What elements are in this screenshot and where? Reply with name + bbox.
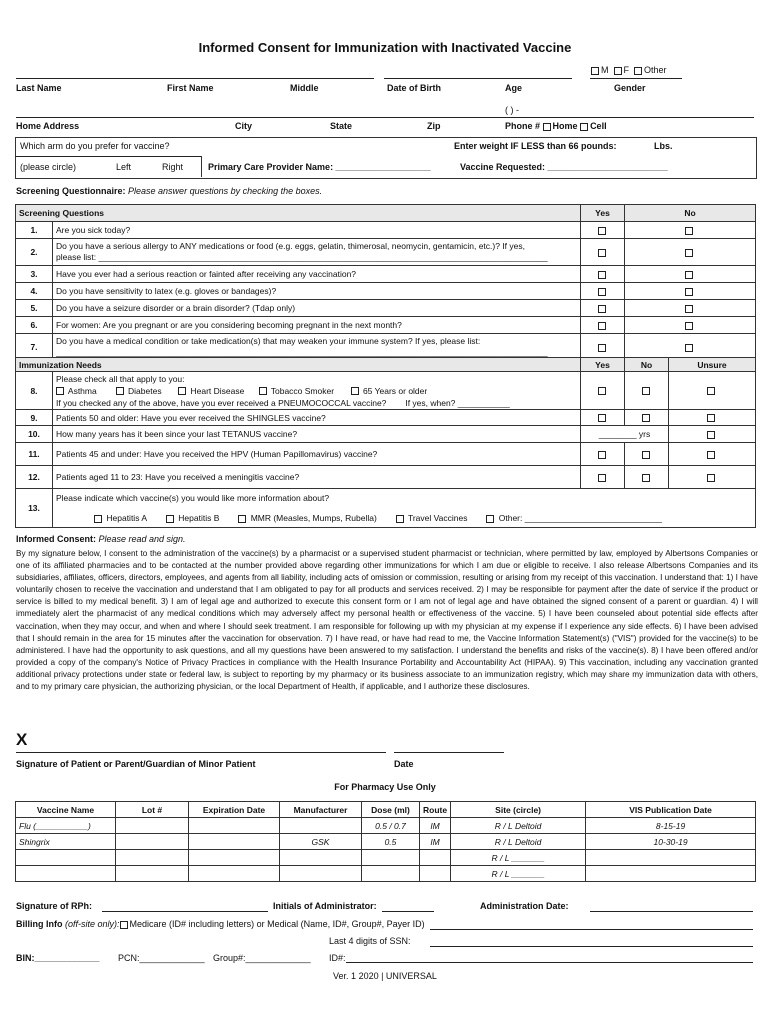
bin-field[interactable]: BIN:_____________ bbox=[16, 953, 100, 963]
screening-row bbox=[16, 222, 756, 239]
gender-label: Gender bbox=[614, 83, 646, 93]
question-text: For women: Are you pregnant or are you considering becoming pregnant in the next month? bbox=[53, 317, 581, 334]
lot-cell[interactable] bbox=[116, 834, 189, 850]
col-vaccine-name: Vaccine Name bbox=[16, 802, 116, 818]
row-number: 13. bbox=[16, 489, 53, 528]
manufacturer-cell[interactable] bbox=[280, 866, 362, 882]
first-name-label: First Name bbox=[167, 83, 214, 93]
unsure-checkbox[interactable] bbox=[707, 451, 715, 459]
pharmacy-table bbox=[15, 801, 756, 882]
expiration-cell[interactable] bbox=[189, 818, 280, 834]
ssn-line[interactable] bbox=[430, 946, 753, 947]
needs-row bbox=[16, 372, 756, 410]
billing-line[interactable] bbox=[430, 929, 753, 930]
phone-blank: ( ) - bbox=[505, 105, 519, 115]
yes-checkbox[interactable] bbox=[598, 344, 606, 352]
rph-signature-label: Signature of RPh: bbox=[16, 901, 92, 911]
screening-header: Screening Questions bbox=[16, 205, 581, 222]
question-text: Do you have a medical condition or take medication(s) that may weaken your immune system? If yes, please list: bbox=[56, 336, 481, 346]
gender-options: M F Other bbox=[591, 65, 667, 75]
no-checkbox[interactable] bbox=[685, 344, 693, 352]
over-65-checkbox[interactable] bbox=[351, 387, 359, 395]
arm-question: Which arm do you prefer for vaccine? bbox=[20, 141, 170, 151]
admin-date-line[interactable] bbox=[590, 911, 753, 912]
vaccine-name-cell[interactable] bbox=[16, 866, 116, 882]
pharmacy-row bbox=[16, 850, 756, 866]
row-number: 1. bbox=[16, 222, 53, 239]
needs-row bbox=[16, 489, 756, 528]
row-number: 5. bbox=[16, 300, 53, 317]
needs-row bbox=[16, 410, 756, 426]
lot-cell[interactable] bbox=[116, 818, 189, 834]
tetanus-years-field[interactable]: ________ yrs bbox=[581, 426, 669, 443]
admin-initials-label: Initials of Administrator: bbox=[273, 901, 377, 911]
unsure-checkbox[interactable] bbox=[707, 474, 715, 482]
screening-row bbox=[16, 317, 756, 334]
needs-yes-header: Yes bbox=[581, 358, 625, 372]
manufacturer-cell[interactable]: GSK bbox=[280, 834, 362, 850]
yes-checkbox[interactable] bbox=[598, 271, 606, 279]
gender-line[interactable] bbox=[590, 78, 682, 79]
row-number: 9. bbox=[16, 410, 53, 426]
screening-row bbox=[16, 300, 756, 317]
row-number: 11. bbox=[16, 443, 53, 466]
question-text: Please check all that apply to you: bbox=[56, 373, 185, 384]
screening-row bbox=[16, 283, 756, 300]
yes-checkbox[interactable] bbox=[598, 474, 606, 482]
phone-cell-checkbox[interactable] bbox=[580, 123, 588, 131]
vis-date-cell[interactable] bbox=[586, 850, 756, 866]
weight-question: Enter weight IF LESS than 66 pounds: bbox=[454, 141, 617, 151]
zip-label: Zip bbox=[427, 121, 441, 131]
medicare-checkbox[interactable] bbox=[120, 921, 128, 929]
arm-right-option[interactable]: Right bbox=[162, 162, 184, 172]
yes-checkbox[interactable] bbox=[598, 227, 606, 235]
state-label: State bbox=[330, 121, 353, 131]
manufacturer-cell[interactable] bbox=[280, 818, 362, 834]
arm-divider bbox=[15, 156, 201, 157]
dose-cell[interactable]: 0.5 bbox=[362, 834, 420, 850]
pharmacy-row bbox=[16, 818, 756, 834]
tobacco-smoker-checkbox[interactable] bbox=[259, 387, 267, 395]
no-checkbox[interactable] bbox=[642, 474, 650, 482]
unsure-checkbox[interactable] bbox=[707, 414, 715, 422]
dose-cell[interactable]: 0.5 / 0.7 bbox=[362, 818, 420, 834]
no-checkbox[interactable] bbox=[685, 271, 693, 279]
hepatitis-b-checkbox[interactable] bbox=[166, 515, 174, 523]
screening-table bbox=[15, 204, 756, 361]
no-checkbox[interactable] bbox=[685, 227, 693, 235]
gender-other-checkbox[interactable] bbox=[634, 67, 642, 75]
row-number: 8. bbox=[16, 372, 53, 410]
name-line[interactable] bbox=[16, 78, 374, 79]
site-cell[interactable]: R / L Deltoid bbox=[451, 818, 586, 834]
site-cell[interactable]: R / L _______ bbox=[451, 850, 586, 866]
patient-signature-line[interactable] bbox=[16, 752, 386, 753]
heart-disease-checkbox[interactable] bbox=[178, 387, 186, 395]
manufacturer-cell[interactable] bbox=[280, 850, 362, 866]
screening-row bbox=[16, 266, 756, 283]
please-circle: (please circle) bbox=[20, 162, 77, 172]
question-text: Patients aged 11 to 23: Have you received a meningitis vaccine? bbox=[53, 466, 581, 489]
middle-label: Middle bbox=[290, 83, 319, 93]
home-address-label: Home Address bbox=[16, 121, 80, 131]
needs-row bbox=[16, 466, 756, 489]
ssn-label: Last 4 digits of SSN: bbox=[329, 936, 411, 946]
site-cell[interactable]: R / L Deltoid bbox=[451, 834, 586, 850]
pharmacy-row bbox=[16, 834, 756, 850]
screening-yes-header: Yes bbox=[581, 205, 625, 222]
mmr-checkbox[interactable] bbox=[238, 515, 246, 523]
yes-checkbox[interactable] bbox=[598, 322, 606, 330]
phone-home-checkbox[interactable] bbox=[543, 123, 551, 131]
lot-cell[interactable] bbox=[116, 850, 189, 866]
row-number: 2. bbox=[16, 239, 53, 266]
unsure-checkbox[interactable] bbox=[707, 387, 715, 395]
address-line[interactable] bbox=[16, 117, 754, 118]
no-checkbox[interactable] bbox=[685, 305, 693, 313]
row-number: 12. bbox=[16, 466, 53, 489]
no-checkbox[interactable] bbox=[685, 288, 693, 296]
route-cell[interactable] bbox=[420, 866, 451, 882]
needs-unsure-header: Unsure bbox=[669, 358, 756, 372]
question-text: How many years has it been since your last TETANUS vaccine? bbox=[53, 426, 581, 443]
form-title: Informed Consent for Immunization with Inactivated Vaccine bbox=[198, 40, 572, 55]
admin-initials-line[interactable] bbox=[382, 911, 434, 912]
question-text: Do you have sensitivity to latex (e.g. gloves or bandages)? bbox=[53, 283, 581, 300]
needs-header: Immunization Needs bbox=[16, 358, 581, 372]
dose-cell[interactable] bbox=[362, 850, 420, 866]
date-label: Date bbox=[394, 759, 414, 769]
conditions-options: Asthma Diabetes Heart Disease Tobacco Smoker 65 Years or older bbox=[56, 385, 577, 397]
lbs-label: Lbs. bbox=[654, 141, 673, 151]
route-cell: IM bbox=[420, 818, 451, 834]
last-name-label: Last Name bbox=[16, 83, 62, 93]
no-checkbox[interactable] bbox=[642, 387, 650, 395]
question-text: Do you have a serious allergy to ANY medications or food (e.g. eggs, gelatin, thimerosal, neomycin, gentamicin, etc.)? If yes, bbox=[56, 241, 525, 251]
question-text: Do you have a seizure disorder or a brain disorder? (Tdap only) bbox=[53, 300, 581, 317]
question-text: Please indicate which vaccine(s) you would like more information about? bbox=[56, 493, 330, 503]
route-cell[interactable] bbox=[420, 850, 451, 866]
question-text: Patients 50 and older: Have you ever received the SHINGLES vaccine? bbox=[53, 410, 581, 426]
expiration-cell[interactable] bbox=[189, 850, 280, 866]
row-number: 7. bbox=[16, 334, 53, 361]
site-cell[interactable]: R / L _______ bbox=[451, 866, 586, 882]
asthma-checkbox[interactable] bbox=[56, 387, 64, 395]
admin-date-label: Administration Date: bbox=[480, 901, 569, 911]
vaccine-name-cell[interactable]: Shingrix bbox=[16, 834, 116, 850]
gender-f-checkbox[interactable] bbox=[614, 67, 622, 75]
question-text: Have you ever had a serious reaction or fainted after receiving any vaccination? bbox=[53, 266, 581, 283]
arm-left-option[interactable]: Left bbox=[116, 162, 132, 172]
col-site: Site (circle) bbox=[451, 802, 586, 818]
row-number: 3. bbox=[16, 266, 53, 283]
screening-row bbox=[16, 239, 756, 266]
screening-no-header: No bbox=[625, 205, 756, 222]
col-vis-date: VIS Publication Date bbox=[586, 802, 756, 818]
vis-date-cell[interactable] bbox=[586, 866, 756, 882]
pharmacy-row bbox=[16, 866, 756, 882]
arm-divider-v bbox=[201, 156, 202, 177]
dob-age-line[interactable] bbox=[384, 78, 572, 79]
no-checkbox[interactable] bbox=[642, 414, 650, 422]
id-label: ID#: bbox=[329, 953, 346, 963]
travel-vaccines-checkbox[interactable] bbox=[396, 515, 404, 523]
age-label: Age bbox=[505, 83, 523, 93]
no-checkbox[interactable] bbox=[685, 322, 693, 330]
vaccine-requested-field[interactable]: Vaccine Requested: ________________________ bbox=[460, 162, 668, 172]
yes-checkbox[interactable] bbox=[598, 451, 606, 459]
gender-m-checkbox[interactable] bbox=[591, 67, 599, 75]
pcp-field[interactable]: Primary Care Provider Name: ___________________ bbox=[208, 162, 431, 172]
yes-checkbox[interactable] bbox=[598, 249, 606, 257]
vaccine-info-options: Hepatitis A Hepatitis B MMR (Measles, Mumps, Rubella) Travel Vaccines Other: _____________________________ bbox=[56, 512, 752, 524]
other-checkbox[interactable] bbox=[486, 515, 494, 523]
group-field[interactable]: Group#:_____________ bbox=[213, 953, 311, 963]
question-text: Patients 45 and under: Have you received the HPV (Human Papillomavirus) vaccine? bbox=[53, 443, 581, 466]
vaccine-name-cell[interactable] bbox=[16, 850, 116, 866]
hepatitis-a-checkbox[interactable] bbox=[94, 515, 102, 523]
screening-intro: Screening Questionnaire: Please answer questions by checking the boxes. bbox=[16, 186, 323, 196]
vis-date-cell: 10-30-19 bbox=[586, 834, 756, 850]
pharmacy-use-heading: For Pharmacy Use Only bbox=[334, 782, 436, 792]
version-footer: Ver. 1 2020 | UNIVERSAL bbox=[333, 971, 437, 981]
col-expiration: Expiration Date bbox=[189, 802, 280, 818]
needs-table bbox=[15, 357, 756, 528]
vis-date-cell: 8-15-19 bbox=[586, 818, 756, 834]
row-number: 10. bbox=[16, 426, 53, 443]
yes-checkbox[interactable] bbox=[598, 414, 606, 422]
billing-info: Billing Info (off-site only): Medicare (ID# including letters) or Medical (Name, ID#, Group#, Payer ID) bbox=[16, 919, 425, 929]
expiration-cell[interactable] bbox=[189, 866, 280, 882]
city-label: City bbox=[235, 121, 253, 131]
no-checkbox[interactable] bbox=[685, 249, 693, 257]
dose-cell[interactable] bbox=[362, 866, 420, 882]
vaccine-name-cell[interactable]: Flu (___________) bbox=[16, 818, 116, 834]
signature-label: Signature of Patient or Parent/Guardian of Minor Patient bbox=[16, 759, 256, 769]
row-number: 4. bbox=[16, 283, 53, 300]
signature-x-mark: X bbox=[16, 730, 28, 749]
col-route: Route bbox=[420, 802, 451, 818]
dob-label: Date of Birth bbox=[387, 83, 441, 93]
medication-list-field[interactable]: ________________________________________________________________________________________________________ bbox=[56, 347, 548, 357]
pcn-field[interactable]: PCN:_____________ bbox=[118, 953, 205, 963]
needs-no-header: No bbox=[625, 358, 669, 372]
consent-text: By my signature below, I consent to the administration of the vaccine(s) by a pharmacist or a supervised student pharmacist or technician, where permitted by law, employed by Albertsons Companies or one of its affiliated pharmacies and to be contacted at the number provided above regarding other immunizations for which I am due or eligible to receive. I also release Albertsons Companies and its subsidiaries, affiliates, officers, directors, employees, and agents from all liability, including acts of omission or commission, resulting or arising from my receipt of this vaccination. I understand that: 1) I have voluntarily chosen to receive the vaccination and understand that I am obligated to pay for all products and services received. 2) I may be responsible for payment after the date of service if the product or service is billed to my medical benefit. 3) I am of legal age and authorized to execute this consent form or I am not of legal age and have obtained the signed consent of a parent or guardian. 4) I will immediately alert the pharmacist of any medical conditions which may adversely affect my personal health or effectiveness of the vaccine. 5) I have been counseled about potential side effects after vaccination, when they may occur, and when and where I should seek treatment. I am responsible for following up with my physician at my expense if I experience any side effects. 6) I have been advised that I should remain in the area for 15 minutes after the vaccination for observation. 7) I have read, or have had read to me, the Vaccine Information Statement(s) ("VIS") provided for the vaccine(s) to be administered. I have had the opportunity to ask questions, and all my questions have been answered to my satisfaction. I understand the benefits and risks of the vaccine(s). 8) I have been offered and/or provided a copy of the company's Notice of Privacy Practices in compliance with the Health Insurance Portability and Accountability Act (HIPAA). 9) This vaccination, including any vaccination granted additional privacy protections under state or federal law, is subject to reporting by my pharmacy or its business associate to an immunization registry, which may share my immunization data with others, and to my primary care physician, the authorizing physician, or the local Department of Health, if applicable, and I authorize these disclosures. bbox=[16, 549, 758, 692]
col-manufacturer: Manufacturer bbox=[280, 802, 362, 818]
unsure-checkbox[interactable] bbox=[707, 431, 715, 439]
rph-signature-line[interactable] bbox=[102, 911, 268, 912]
id-line[interactable] bbox=[346, 962, 753, 963]
no-checkbox[interactable] bbox=[642, 451, 650, 459]
col-dose: Dose (ml) bbox=[362, 802, 420, 818]
route-cell: IM bbox=[420, 834, 451, 850]
diabetes-checkbox[interactable] bbox=[116, 387, 124, 395]
lot-cell[interactable] bbox=[116, 866, 189, 882]
needs-row bbox=[16, 426, 756, 443]
signature-date-line[interactable] bbox=[394, 752, 504, 753]
expiration-cell[interactable] bbox=[189, 834, 280, 850]
row-number: 6. bbox=[16, 317, 53, 334]
col-lot: Lot # bbox=[116, 802, 189, 818]
allergy-list-field[interactable]: please list: _______________________________________________________________________________________________ bbox=[56, 252, 548, 262]
needs-row bbox=[16, 443, 756, 466]
pneumococcal-when-field[interactable]: If yes, when? ___________ bbox=[405, 397, 510, 408]
phone-label: Phone # Home Cell bbox=[505, 121, 607, 131]
yes-checkbox[interactable] bbox=[598, 288, 606, 296]
consent-heading: Informed Consent: Please read and sign. bbox=[16, 534, 186, 544]
yes-checkbox[interactable] bbox=[598, 305, 606, 313]
yes-checkbox[interactable] bbox=[598, 387, 606, 395]
question-text: Are you sick today? bbox=[53, 222, 581, 239]
question-text: If you checked any of the above, have you ever received a PNEUMOCOCCAL vaccine? bbox=[56, 397, 387, 408]
